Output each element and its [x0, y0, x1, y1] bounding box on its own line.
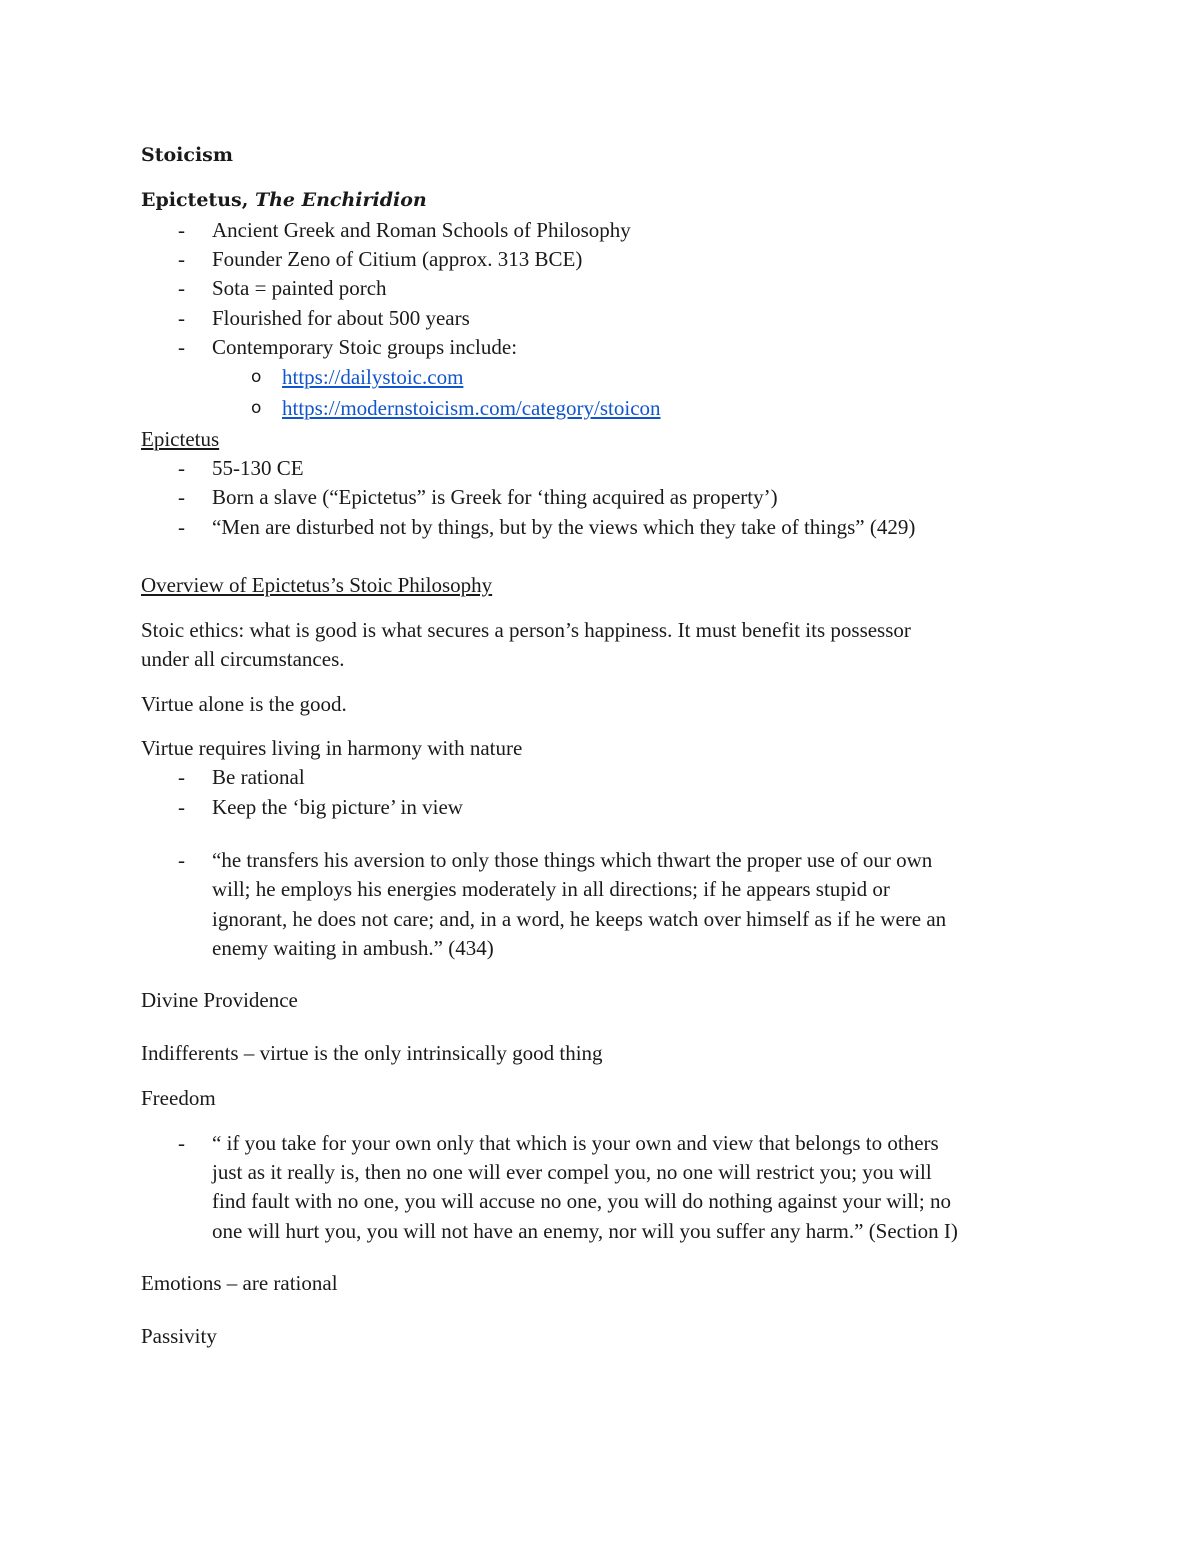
section-heading-epictetus: Epictetus [141, 427, 220, 451]
dash-bullet: - [178, 765, 185, 789]
dash-bullet: - [178, 276, 185, 300]
dash-bullet: - [178, 335, 185, 359]
section-heading-enchiridion [141, 185, 427, 215]
section-heading-overview: Overview of Epictetus’s Stoic Philosophy [141, 573, 493, 597]
dash-bullet: - [178, 1131, 185, 1155]
quote-line: just as it really is, then no one will ever compel you, no one will restrict you; you will [212, 1160, 932, 1184]
paragraph-line: Divine Providence [141, 988, 298, 1012]
paragraph-line: Stoic ethics: what is good is what secures a person’s happiness. It must benefit its possessor [141, 618, 911, 642]
list-item-text: “Men are disturbed not by things, but by the views which they take of things” (429) [212, 515, 916, 539]
link-modernstoicism[interactable]: https://modernstoicism.com/category/stoicon [282, 396, 661, 420]
list-item-text: 55-130 CE [212, 456, 304, 480]
list-item-text: Sota = painted porch [212, 276, 387, 300]
paragraph-line: Indifferents – virtue is the only intrinsically good thing [141, 1041, 603, 1065]
paragraph-line: Virtue requires living in harmony with nature [141, 736, 523, 760]
dash-bullet: - [178, 485, 185, 509]
list-item-text: Born a slave (“Epictetus” is Greek for ‘thing acquired as property’) [212, 485, 778, 509]
dash-bullet: - [178, 515, 185, 539]
dash-bullet: - [178, 456, 185, 480]
dash-bullet: - [178, 218, 185, 242]
list-item-text: Keep the ‘big picture’ in view [212, 795, 463, 819]
dash-bullet: - [178, 848, 185, 872]
paragraph-line: Emotions – are rational [141, 1271, 338, 1295]
quote-line: will; he employs his energies moderately in all directions; if he appears stupid or [212, 877, 890, 901]
author-label: Epictetus, [141, 189, 255, 211]
list-item-text: Founder Zeno of Citium (approx. 313 BCE) [212, 247, 583, 271]
paragraph-line: Passivity [141, 1324, 217, 1348]
dash-bullet: - [178, 247, 185, 271]
list-item-text: Contemporary Stoic groups include: [212, 335, 518, 359]
link-dailystoic[interactable]: https://dailystoic.com [282, 365, 464, 389]
dash-bullet: - [178, 795, 185, 819]
quote-line: “he transfers his aversion to only those things which thwart the proper use of our own [212, 848, 933, 872]
paragraph-line: Virtue alone is the good. [141, 692, 347, 716]
work-title: The Enchiridion [254, 189, 427, 211]
list-item-text: Ancient Greek and Roman Schools of Philosophy [212, 218, 631, 242]
dash-bullet: - [178, 306, 185, 330]
quote-line: ignorant, he does not care; and, in a word, he keeps watch over himself as if he were an [212, 907, 947, 931]
quote-line: “ if you take for your own only that which is your own and view that belongs to others [212, 1131, 939, 1155]
circle-bullet: o [251, 398, 262, 418]
quote-line: enemy waiting in ambush.” (434) [212, 936, 494, 960]
circle-bullet: o [251, 367, 262, 387]
paragraph-line: under all circumstances. [141, 647, 345, 671]
paragraph-line: Freedom [141, 1086, 216, 1110]
quote-line: one will hurt you, you will not have an enemy, nor will you suffer any harm.” (Section I) [212, 1219, 958, 1243]
quote-line: find fault with no one, you will accuse no one, you will do nothing against your will; no [212, 1189, 951, 1213]
list-item-text: Flourished for about 500 years [212, 306, 470, 330]
document-title: Stoicism [141, 144, 233, 166]
list-item-text: Be rational [212, 765, 305, 789]
